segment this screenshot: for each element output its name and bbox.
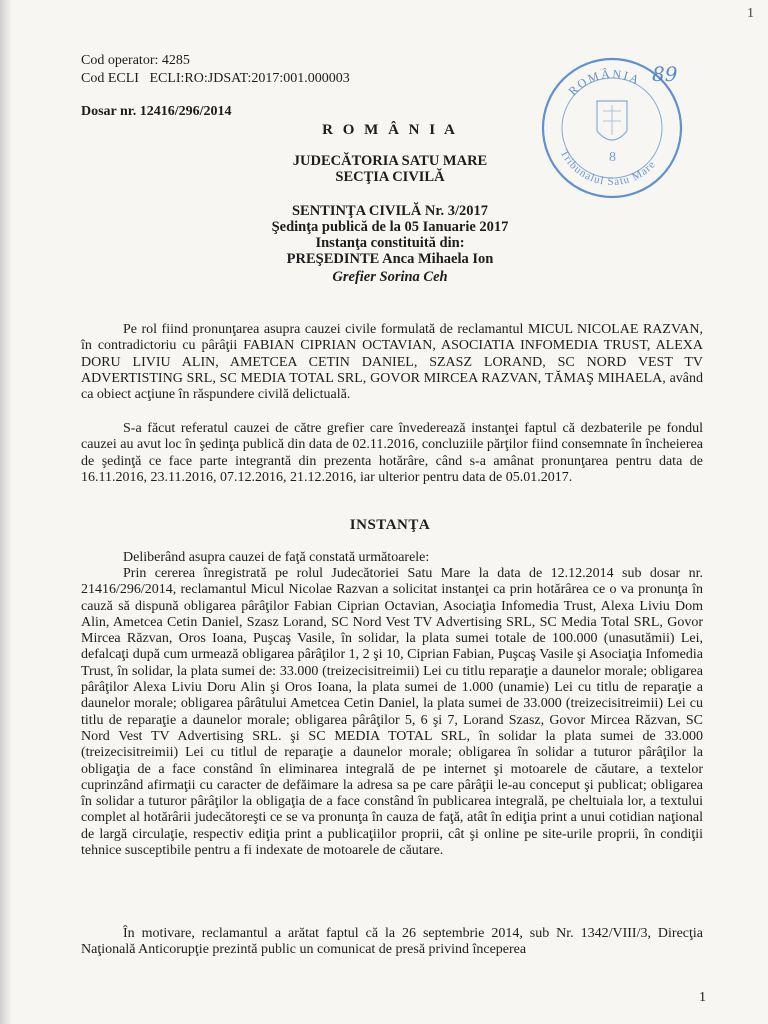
ecli-code: Cod ECLI ECLI:RO:JDSAT:2017:001.000003	[81, 71, 350, 86]
paragraph-motivare: În motivare, reclamantul a arătat faptul că la 26 septembrie 2014, sub Nr. 1342/VIII/3, Direcţia Naţională Anticorupţie prezintă public un comunicat de presă privind începerea	[81, 926, 703, 958]
instanta-heading: INSTANŢA	[349, 517, 431, 533]
svg-text:8: 8	[609, 150, 616, 165]
scan-edge	[0, 0, 12, 1024]
clerk-name: Grefier Sorina Ceh	[332, 269, 448, 285]
case-number: Dosar nr. 12416/296/2014	[81, 104, 232, 119]
paragraph-referat: S-a făcut referatul cauzei de către grefier care învederează instanţei faptul că dezbaterile pe fondul cauzei au avut loc în şedinţa publică din data de 02.11.2016, concluziile părţilor fiind consemnate în încheierea de şedinţă ce face parte integrantă din prezenta hotărâre, când s-a amânat pronunţarea pentru data de 16.11.2016, 23.11.2016, 07.12.2016, 21.12.2016, iar ulterior pentru data de 05.01.2017.	[81, 421, 703, 485]
court-section: SECŢIA CIVILĂ	[335, 169, 445, 185]
court-name: JUDECĂTORIA SATU MARE	[292, 153, 488, 169]
stamp-top-text: ROMÂNIA	[565, 66, 643, 99]
court-stamp	[537, 53, 687, 203]
paragraph-deliberare: Deliberând asupra cauzei de faţă constată următoarele:	[123, 550, 430, 565]
svg-text:Tribunalul Satu Mare	[558, 148, 659, 188]
session-date: Şedinţa publică de la 05 Ianuarie 2017	[271, 219, 509, 235]
stamp-handwritten-number: 89	[652, 62, 678, 86]
country-heading: R O M Â N I A	[322, 122, 458, 138]
paragraph-intro: Pe rol fiind pronunţarea asupra cauzei civile formulată de reclamantul MICUL NICOLAE RAZVAN, în contradictoriu cu pârâţii FABIAN CIPRIAN OCTAVIAN, ASOCIATIA INFOMEDIA TRUST, ALEXA DORU LIVIU ALIN, AMETCEA CETIN DANIEL, SZASZ LORAND, SC NORD VEST TV ADVERTISTING SRL, SC MEDIA TOTAL SRL, GOVOR MIRCEA RAZVAN, TĂMAŞ MIHAELA, având ca obiect acţiune în răspundere civilă delictuală.	[81, 322, 703, 403]
president-judge: PREŞEDINTE Anca Mihaela Ion	[286, 251, 494, 267]
page-number: 1	[699, 990, 706, 1005]
court-composition: Instanţa constituită din:	[315, 235, 465, 251]
stamp-bottom-text: Tribunalul Satu Mare	[557, 147, 659, 189]
sentence-title: SENTINŢA CIVILĂ Nr. 3/2017	[291, 203, 489, 219]
operator-code: Cod operator: 4285	[81, 53, 190, 68]
svg-text:ROMÂNIA	[566, 67, 643, 98]
paragraph-cerere: Prin cererea înregistrată pe rolul Judecătoriei Satu Mare la data de 12.12.2014 sub dosar nr. 21416/296/2014, reclamantul Micul Nicolae Razvan a solicitat instanţei ca prin hotărârea ce o va pronunţa în cauză să dispună obligarea pârâţilor Fabian Ciprian Octavian, Asociaţia Infomedia Trust, Alexa Liviu Dom Alin, Ametcea Cetin Daniel, Szasz Lorand, SC Nord Vest TV Advertising SRL, SC Media Total SRL, Govor Mircea Răzvan, Oros Ioana, Puşcaş Vasile, în solidar, la plata sumei totale de 100.000 (unasutămii) Lei, defalcaţi după cum urmează obligarea pârâţilor 1, 2 şi 10, Ciprian Fabian, Puşcaş Vasile şi Asociaţia Infomedia Trust, în solidar, la plata sumei de: 33.000 (treizecisitreimii) Lei cu titlu reparaţie a daunelor morale; obligarea pârâţilor Alexa Liviu Doru Alin şi Oros Ioana, la plata sumei de 1.000 (unamie) Lei cu titlu de reparaţie a daunelor morale; obligarea pârâtului Ametcea Cetin Daniel, la plata sumei de 33.000 (treizecisitreimii) Lei cu titlu de reparaţie a daunelor morale; obligarea pârâţilor 5, 6 şi 7, Lorand Szasz, Govor Mircea Răzvan, SC Nord Vest TV Advertising SRL. şi SC MEDIA TOTAL SRL, în solidar la plata sumei de 33.000 (treizecisitreimii) Lei cu titlul de reparaţie a daunelor morale; obligarea în solidar a tuturor pârâţilor la obligaţia de a face constând în eliminarea integrală de pe internet şi motoarele de căutare, a textelor cuprinzând afirmaţii cu caracter de defăimare la adresa sa pe care pârâţii le-au conceput şi publicat; obligarea în solidar a tuturor pârâţilor la obligaţia de a face constând în publicarea integrală, pe cheltuiala lor, a textului complet al hotărârii judecătoreşti ce se va pronunţa în cauza de faţă, atât în ediţia print a unui cotidian naţional de largă circulaţie, respectiv ediţia print a publicaţiilor proprii, cât şi online pe site-urile proprii, în condiţii tehnice susceptibile pentru a fi indexate de motoarele de căutare.	[81, 566, 703, 859]
corner-mark: 1	[747, 6, 754, 21]
